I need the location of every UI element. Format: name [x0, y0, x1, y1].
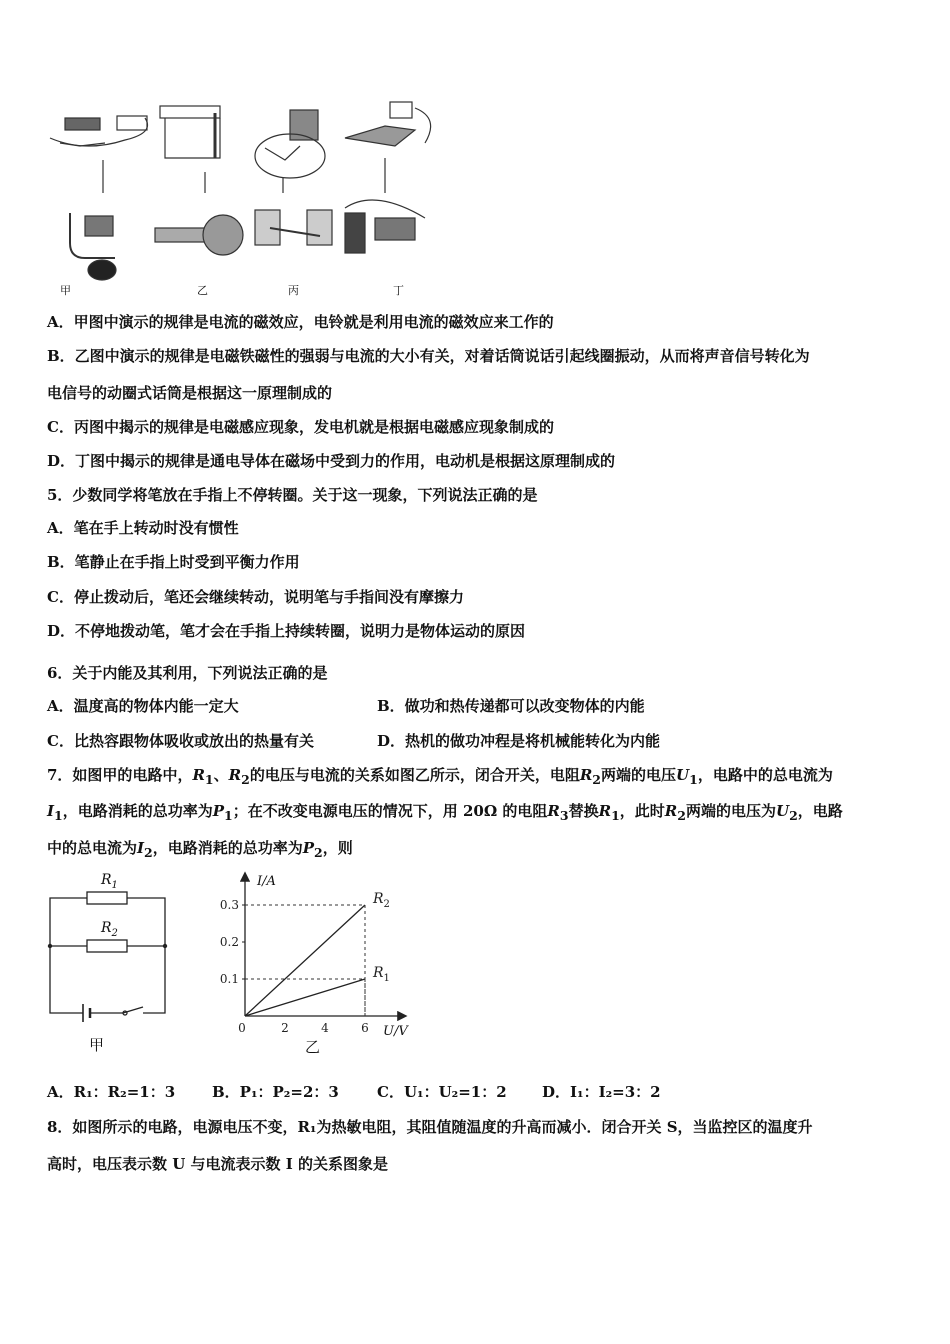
q4-option-b-line2: 电信号的动圈式话筒是根据这一原理制成的: [47, 384, 333, 402]
q6-option-d: D．热机的做功冲程是将机械能转化为内能: [377, 732, 661, 750]
q7-stem-line3: [47, 838, 353, 863]
q7-var: R: [228, 766, 242, 784]
figure-label-ding: 丁: [393, 284, 404, 297]
q7-text: ，电路消耗的总功率为: [152, 839, 303, 857]
label-r1-main: R: [101, 872, 112, 888]
q7-sub: 2: [144, 845, 153, 860]
q7-sub: 1: [689, 772, 698, 787]
y-axis-label: I/A: [257, 874, 276, 889]
circuit-caption: 甲: [89, 1036, 105, 1054]
x-tick-label: 6: [361, 1021, 369, 1035]
q8-stem-line2: 高时，电压表示数 U 与电流表示数 I 的关系图象是: [47, 1155, 388, 1173]
experiment-figure-drawing: [45, 98, 440, 296]
q7-stem-line1: [47, 765, 833, 790]
q7-option-d: D．I₁：I₂=3：2: [542, 1083, 661, 1101]
q7-text: 7．如图甲的电路中，: [47, 766, 193, 784]
iv-chart: [205, 868, 420, 1060]
q7-text: 、: [213, 766, 229, 784]
series-label-r1: $R_1$: [373, 965, 390, 984]
q7-var: U: [775, 802, 790, 820]
q7-sub: 2: [677, 808, 686, 823]
figure-label-jia: 甲: [60, 284, 71, 297]
figure-label-yi: 乙: [197, 284, 208, 297]
label-r2-sub: 2: [111, 927, 118, 939]
label-r2-main: R: [101, 920, 112, 936]
q8-stem-line1: 8．如图所示的电路，电源电压不变，R₁为热敏电阻，其阻值随温度的升高而减小．闭合开关 S，当监控区的温度升: [47, 1118, 813, 1136]
q7-option-b: B．P₁：P₂=2：3: [212, 1083, 339, 1101]
q7-text: 中的总电流为: [47, 839, 138, 857]
label-r1: [101, 872, 118, 891]
q6-option-b: B．做功和热传递都可以改变物体的内能: [377, 697, 645, 715]
q7-text: 替换: [568, 802, 599, 820]
x-tick-label: 4: [321, 1021, 329, 1035]
series-label-r2: $R_2$: [373, 891, 390, 910]
q4-option-d: D．丁图中揭示的规律是通电导体在磁场中受到力的作用，电动机是根据这原理制成的: [47, 452, 616, 470]
q7-sub: 3: [559, 808, 569, 823]
label-r1-sub: 1: [111, 879, 118, 891]
q7-text: 两端的电压为: [685, 802, 776, 820]
circuit-drawing: [45, 868, 175, 1058]
q6-stem: 6．关于内能及其利用，下列说法正确的是: [47, 664, 328, 682]
q7-option-a: A．R₁：R₂=1：3: [47, 1083, 176, 1101]
q7-var: I: [137, 839, 145, 857]
y-tick-label: 0.2: [219, 935, 239, 949]
q4-option-c: C．丙图中揭示的规律是电磁感应现象，发电机就是根据电磁感应现象制成的: [47, 418, 554, 436]
q7-text: ，电路中的总电流为: [697, 766, 833, 784]
q7-var: R: [579, 766, 593, 784]
q7-var: P: [302, 839, 315, 857]
circuit-diagram: [45, 868, 175, 1058]
q7-text: 两端的电压: [601, 766, 677, 784]
x-tick-label: 0: [238, 1021, 246, 1035]
q7-sub: 2: [314, 845, 323, 860]
y-tick-label: 0.3: [219, 898, 239, 912]
q7-option-c: C．U₁：U₂=1：2: [377, 1083, 507, 1101]
q7-var: R: [664, 802, 678, 820]
q7-text: 的电压与电流的关系如图乙所示，闭合开关，电阻: [249, 766, 580, 784]
q6-option-a: A．温度高的物体内能一定大: [47, 697, 239, 715]
series-line-r2: [245, 905, 365, 1016]
q7-sub: 1: [224, 808, 233, 823]
q7-sub: 2: [592, 772, 601, 787]
q5-option-a: A．笔在手上转动时没有惯性: [47, 519, 239, 537]
q7-text: ，则: [322, 839, 353, 857]
q7-text: ，电路: [797, 802, 843, 820]
q7-var: U: [676, 766, 690, 784]
experiment-figure: [45, 98, 440, 296]
q7-text: ，此时: [619, 802, 665, 820]
x-axis-label: U/V: [383, 1024, 408, 1039]
q7-sub: 2: [789, 808, 798, 823]
q7-sub: 1: [54, 808, 63, 823]
q7-sub: 2: [241, 772, 250, 787]
q6-option-c: C．比热容跟物体吸收或放出的热量有关: [47, 732, 314, 750]
q7-var: P: [212, 802, 225, 820]
q5-option-d: D．不停地拨动笔，笔才会在手指上持续转圈，说明力是物体运动的原因: [47, 622, 526, 640]
figure-label-bing: 丙: [288, 284, 299, 297]
q7-text: ，电路消耗的总功率为: [62, 802, 213, 820]
y-tick-label: 0.1: [219, 972, 239, 986]
chart-caption: 乙: [305, 1038, 321, 1056]
q7-text: ；在不改变电源电压的情况下，用 20Ω 的电阻: [232, 802, 548, 820]
x-tick-label: 2: [281, 1021, 289, 1035]
q5-option-b: B．笔静止在手指上时受到平衡力作用: [47, 553, 300, 571]
q5-stem: 5．少数同学将笔放在手指上不停转圈。关于这一现象，下列说法正确的是: [47, 486, 538, 504]
q7-stem-line2: [47, 801, 843, 826]
q4-option-b-line1: B．乙图中演示的规律是电磁铁磁性的强弱与电流的大小有关，对着话筒说话引起线圈振动，从而将声音信号转化为: [47, 347, 810, 365]
q7-var: R: [192, 766, 205, 784]
q7-var: R: [547, 802, 560, 820]
q4-option-a: A．甲图中演示的规律是电流的磁效应，电铃就是利用电流的磁效应来工作的: [47, 313, 554, 331]
label-r2: [101, 920, 118, 939]
q5-option-c: C．停止拨动后，笔还会继续转动，说明笔与手指间没有摩擦力: [47, 588, 464, 606]
q7-sub: 1: [611, 808, 620, 823]
series-line-r1: [245, 979, 365, 1016]
q7-var: R: [598, 802, 612, 820]
q7-sub: 1: [204, 772, 214, 787]
q7-var: I: [47, 802, 55, 820]
